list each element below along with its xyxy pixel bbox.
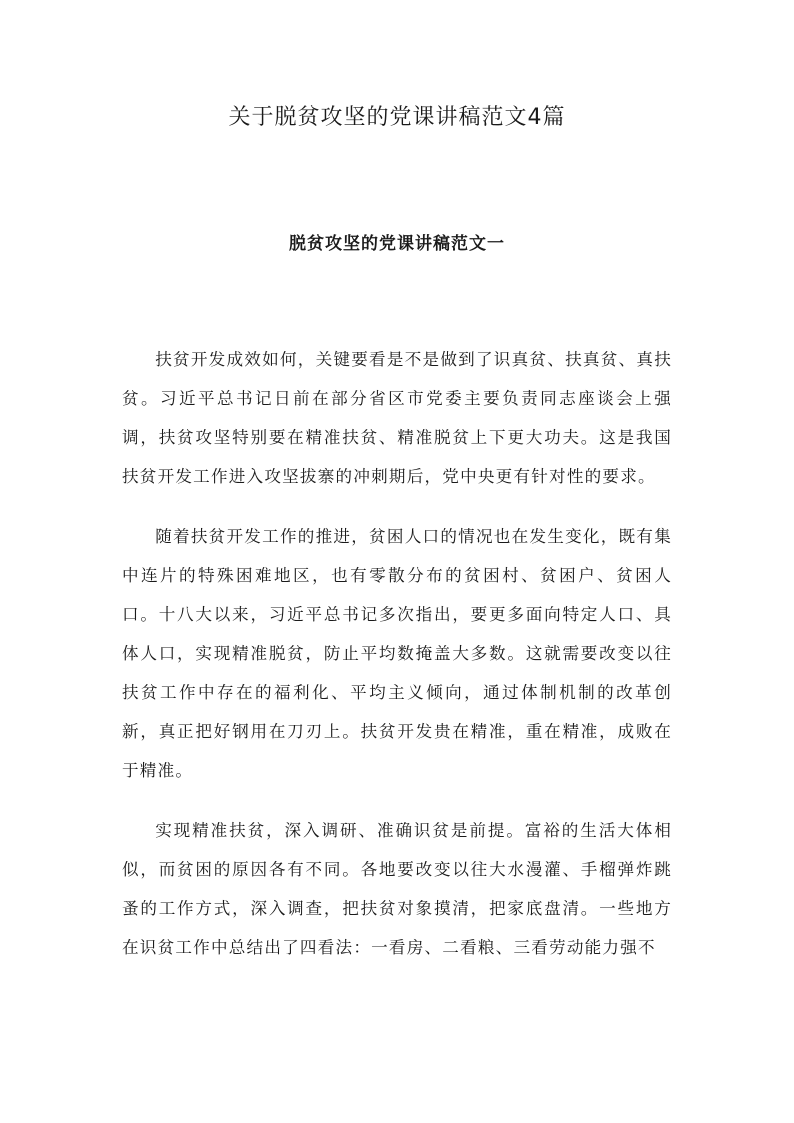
- paragraph-3: 实现精准扶贫，深入调研、准确识贫是前提。富裕的生活大体相似，而贫困的原因各有不同。各地要改变以往大水漫灌、手榴弹炸跳蚤的工作方式，深入调查，把扶贫对象摸清，把家底盘清。一些地方在识贫工作中总结出了四看法：一看房、二看粮、三看劳动能力强不: [122, 821, 672, 957]
- document-title: 关于脱贫攻坚的党课讲稿范文4篇: [228, 105, 566, 130]
- document-body: [122, 340, 672, 988]
- paragraph-1: 扶贫开发成效如何，关键要看是不是做到了识真贫、扶真贫、真扶贫。习近平总书记日前在部分省区市党委主要负责同志座谈会上强调，扶贫攻坚特别要在精准扶贫、精准脱贫上下更大功夫。这是我国扶贫开发工作进入攻坚拔寨的冲刺期后，党中央更有针对性的要求。: [122, 350, 672, 486]
- paragraph-2: 随着扶贫开发工作的推进，贫困人口的情况也在发生变化，既有集中连片的特殊困难地区，也有零散分布的贫困村、贫困户、贫困人口。十八大以来，习近平总书记多次指出，要更多面向特定人口、具体人口，实现精准脱贫，防止平均数掩盖大多数。这就需要改变以往扶贫工作中存在的福利化、平均主义倾向，通过体制机制的改革创新，真正把好钢用在刀刃上。扶贫开发贵在精准，重在精准，成败在于精准。: [122, 527, 672, 780]
- section-title: 脱贫攻坚的党课讲稿范文一: [289, 234, 505, 254]
